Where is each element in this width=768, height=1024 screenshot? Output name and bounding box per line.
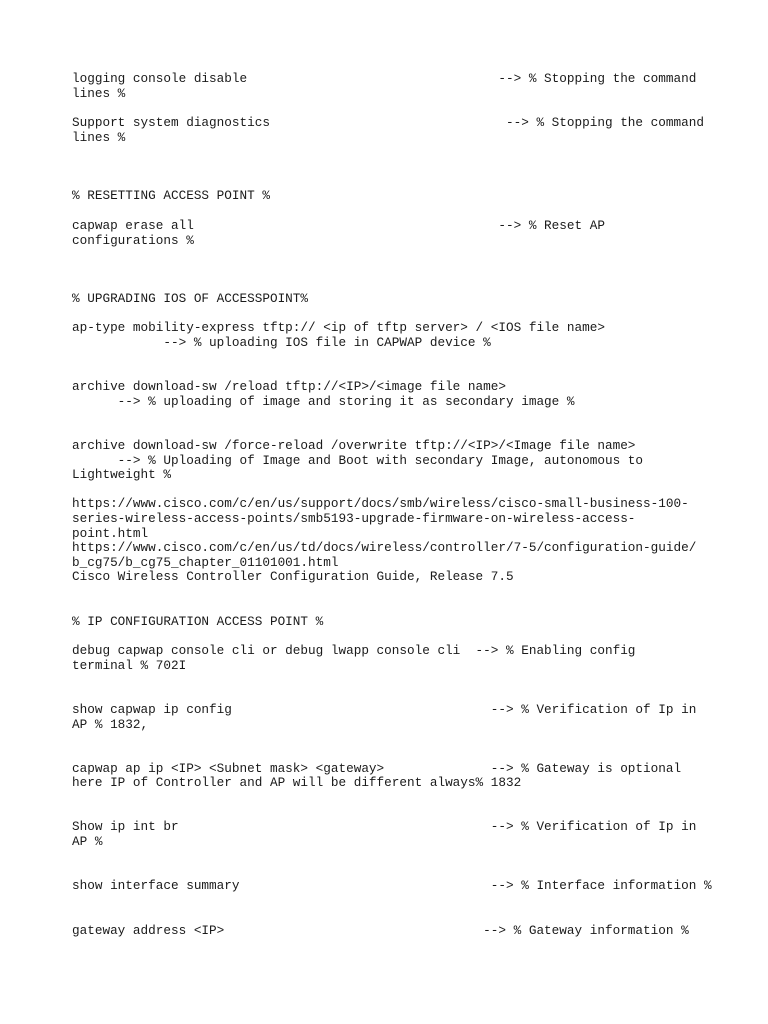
text-line: AP % 1832, bbox=[72, 717, 149, 732]
text-line: capwap ap ip <IP> <Subnet mask> <gateway> --> % Gateway is optional bbox=[72, 761, 682, 776]
text-line: ap-type mobility-express tftp:// <ip of tftp server> / <IOS file name> bbox=[72, 320, 605, 335]
section-heading: % UPGRADING IOS OF ACCESSPOINT% bbox=[72, 291, 309, 306]
reference-url: b_cg75/b_cg75_chapter_01101001.html bbox=[72, 555, 339, 570]
text-line: lines % bbox=[72, 130, 126, 145]
section-heading: % RESETTING ACCESS POINT % bbox=[72, 188, 270, 203]
text-line: --> % Uploading of Image and Boot with secondary Image, autonomous to bbox=[72, 453, 644, 468]
text-line: configurations % bbox=[72, 233, 194, 248]
text-line: show interface summary --> % Interface information % bbox=[72, 878, 712, 893]
text-line: Support system diagnostics --> % Stopping the command bbox=[72, 115, 704, 130]
text-line: debug capwap console cli or debug lwapp console cli --> % Enabling config bbox=[72, 643, 636, 658]
text-line: lines % bbox=[72, 86, 126, 101]
reference-title: Cisco Wireless Controller Configuration Guide, Release 7.5 bbox=[72, 569, 514, 584]
text-line: gateway address <IP> --> % Gateway information % bbox=[72, 923, 689, 938]
section-heading: % IP CONFIGURATION ACCESS POINT % bbox=[72, 614, 324, 629]
text-line: --> % uploading IOS file in CAPWAP device % bbox=[72, 335, 491, 350]
reference-url: https://www.cisco.com/c/en/us/support/docs/smb/wireless/cisco-small-business-100- bbox=[72, 496, 689, 511]
reference-url: https://www.cisco.com/c/en/us/td/docs/wireless/controller/7-5/configuration-guide/ bbox=[72, 540, 697, 555]
text-line: here IP of Controller and AP will be different always% 1832 bbox=[72, 775, 522, 790]
text-line: --> % uploading of image and storing it as secondary image % bbox=[72, 394, 575, 409]
reference-url: series-wireless-access-points/smb5193-upgrade-firmware-on-wireless-access- bbox=[72, 511, 636, 526]
reference-url: point.html bbox=[72, 526, 149, 541]
text-line: archive download-sw /reload tftp://<IP>/<image file name> bbox=[72, 379, 506, 394]
text-line: logging console disable --> % Stopping the command bbox=[72, 71, 697, 86]
text-line: Lightweight % bbox=[72, 467, 171, 482]
text-line: AP % bbox=[72, 834, 103, 849]
text-line: show capwap ip config --> % Verification of Ip in bbox=[72, 702, 697, 717]
text-line: archive download-sw /force-reload /overwrite tftp://<IP>/<Image file name> bbox=[72, 438, 636, 453]
text-line: capwap erase all --> % Reset AP bbox=[72, 218, 605, 233]
text-line: terminal % 702I bbox=[72, 658, 187, 673]
text-line: Show ip int br --> % Verification of Ip in bbox=[72, 819, 697, 834]
